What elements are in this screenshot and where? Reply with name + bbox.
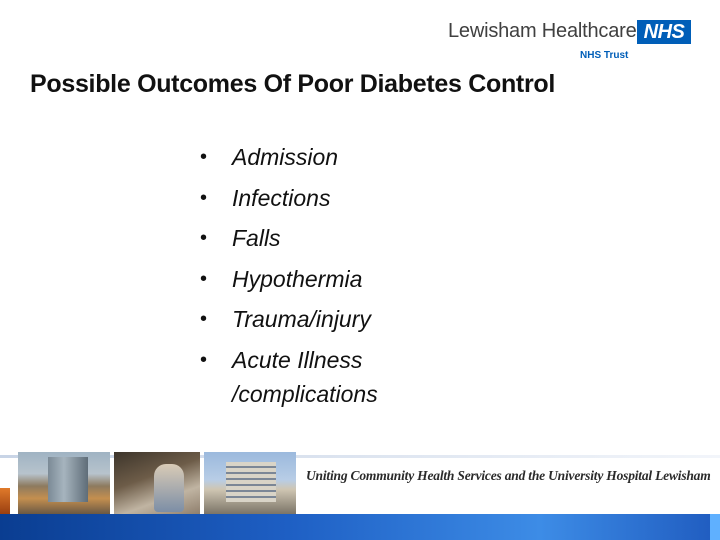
footer-tagline: Uniting Community Health Services and the University Hospital Lewisham	[306, 468, 711, 483]
bullet-list	[200, 140, 452, 417]
bullet-text: Acute Illness /complications	[232, 346, 378, 407]
slide-title: Possible Outcomes Of Poor Diabetes Control	[30, 70, 555, 98]
hospital-exterior-photo	[204, 452, 296, 514]
bullet-item	[200, 262, 452, 296]
bullet-text: Falls	[232, 225, 281, 251]
footer-bar	[0, 514, 720, 540]
bullet-item	[200, 302, 452, 336]
footer-accent	[0, 488, 10, 514]
bullet-text: Admission	[232, 144, 339, 170]
bullet-icon: •	[200, 146, 208, 168]
patient-care-photo	[114, 452, 200, 514]
bullet-icon: •	[200, 348, 208, 371]
bullet-item	[200, 181, 452, 215]
bullet-icon: •	[200, 186, 208, 209]
nhs-logo: NHS	[637, 20, 691, 44]
bullet-text: Hypothermia	[232, 265, 363, 292]
bullet-text: Trauma/injury	[232, 306, 371, 332]
bullet-icon: •	[200, 308, 208, 330]
bullet-item	[200, 221, 452, 255]
hospital-building-photo	[18, 452, 110, 514]
bullet-item	[200, 140, 452, 174]
bullet-icon: •	[200, 227, 208, 249]
bullet-text: Infections	[232, 184, 331, 211]
org-name: Lewisham Healthcare	[448, 20, 637, 42]
org-subtitle: NHS Trust	[580, 50, 629, 61]
bullet-item	[200, 343, 452, 411]
bullet-icon: •	[200, 267, 208, 290]
